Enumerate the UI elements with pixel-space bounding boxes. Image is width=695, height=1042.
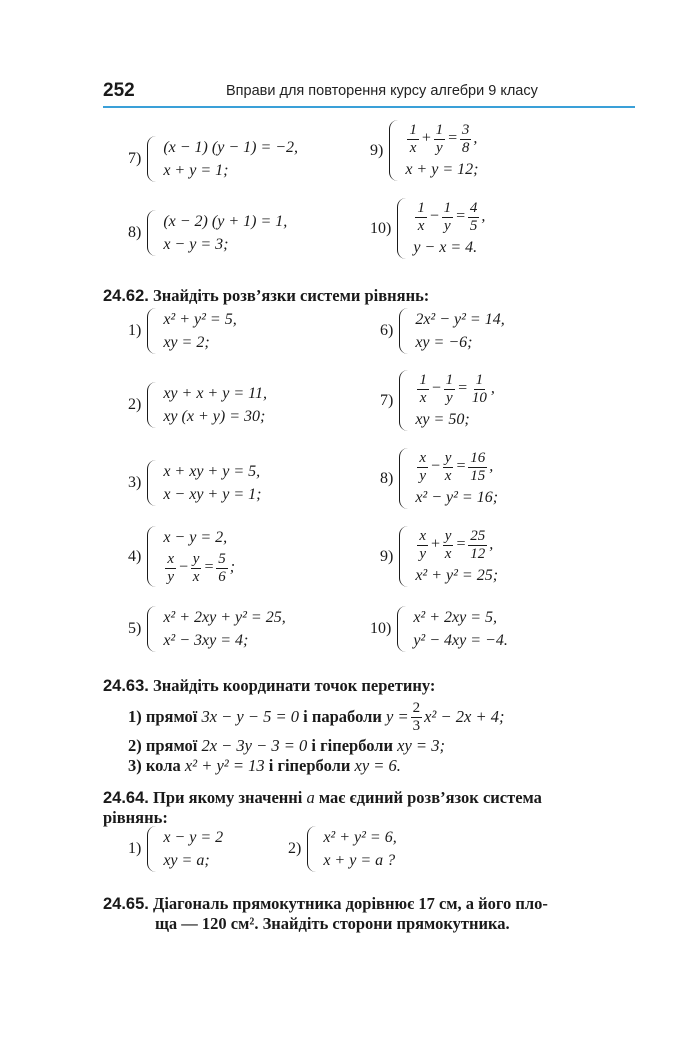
- system-62-1: 1) x² + y² = 5, xy = 2;: [128, 308, 237, 354]
- brace: [147, 460, 158, 506]
- brace: [389, 120, 400, 181]
- system-top-8: 8) (x − 2) (y + 1) = 1, x − y = 3;: [128, 210, 287, 256]
- exercise-24-65-line-1: 24.65. Діагональ прямокутника дорівнює 17 см, а його пло-: [103, 894, 548, 913]
- system-62-5: 5) x² + 2xy + y² = 25, x² − 3xy = 4;: [128, 606, 286, 652]
- brace: [147, 826, 158, 872]
- running-header: Вправи для повторення курсу алгебри 9 класу: [226, 83, 538, 99]
- brace: [399, 308, 410, 354]
- brace: [147, 606, 158, 652]
- exercise-24-62-heading: 24.62. Знайдіть розв’язки системи рівнянь:: [103, 286, 430, 305]
- exercise-24-63-item-2: 2) прямої 2x − 3y − 3 = 0 і гіперболи xy = 3;: [128, 736, 445, 755]
- system-top-7: 7) (x − 1) (y − 1) = −2, x + y = 1;: [128, 136, 298, 182]
- system-top-10: 10) $\frac{1}{x}$ − $\frac{1}{y}$ = $\frac{4}{5}$ , y − x = 4.: [370, 198, 485, 259]
- page-number: 252: [103, 80, 135, 101]
- system-64-2: 2) x² + y² = 6, x + y = a ?: [288, 826, 397, 872]
- brace: [399, 448, 410, 509]
- brace: [147, 210, 158, 256]
- exercise-24-64-heading-cont: рівнянь:: [103, 808, 168, 827]
- exercise-24-63-heading: 24.63. Знайдіть координати точок перетину:: [103, 676, 436, 695]
- system-64-1: 1) x − y = 2 xy = a;: [128, 826, 223, 872]
- brace: [147, 136, 158, 182]
- system-62-7: 7) $\frac{1}{x}$ − $\frac{1}{y}$ = $\frac{1}{10}$ , xy = 50;: [380, 370, 495, 431]
- brace: [397, 606, 408, 652]
- system-62-8: 8) $\frac{x}{y}$ − $\frac{y}{x}$ = $\frac{16}{15}$ , x² − y² = 16;: [380, 448, 498, 509]
- system-62-4: 4) x − y = 2, $\frac{x}{y}$ − $\frac{y}{x}$ = $\frac{5}{6}$ ;: [128, 526, 235, 587]
- system-62-6: 6) 2x² − y² = 14, xy = −6;: [380, 308, 505, 354]
- brace: [147, 526, 158, 587]
- brace: [397, 198, 408, 259]
- system-62-9: 9) $\frac{x}{y}$ + $\frac{y}{x}$ = $\frac{25}{12}$ , x² + y² = 25;: [380, 526, 498, 587]
- brace: [399, 370, 410, 431]
- system-62-10: 10) x² + 2xy = 5, y² − 4xy = −4.: [370, 606, 508, 652]
- exercise-24-65-line-2: ща — 120 см². Знайдіть сторони прямокутника.: [155, 914, 510, 933]
- exercise-24-63-item-1: 1) прямої 3x − y − 5 = 0 і параболи y = $\frac{2}{3}$ x² − 2x + 4;: [128, 700, 505, 734]
- system-top-9: 9) $\frac{1}{x}$ + $\frac{1}{y}$ = $\frac{3}{8}$ , x + y = 12;: [370, 120, 478, 181]
- exercise-24-64-heading: 24.64. При якому значенні a має єдиний розв’язок система: [103, 788, 542, 807]
- exercise-24-63-item-3: 3) кола x² + y² = 13 і гіперболи xy = 6.: [128, 756, 401, 775]
- header-rule: [103, 106, 635, 108]
- system-62-3: 3) x + xy + y = 5, x − xy + y = 1;: [128, 460, 261, 506]
- system-62-2: 2) xy + x + y = 11, xy (x + y) = 30;: [128, 382, 267, 428]
- brace: [399, 526, 410, 587]
- brace: [147, 382, 158, 428]
- brace: [147, 308, 158, 354]
- brace: [307, 826, 318, 872]
